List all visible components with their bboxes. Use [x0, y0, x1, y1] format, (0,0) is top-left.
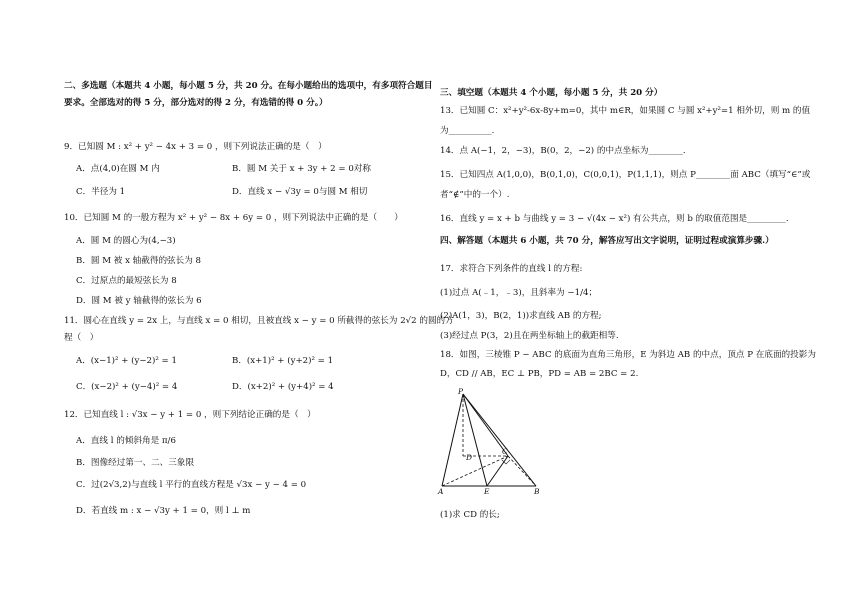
- q9-option-a: A．点(4,0)在圆 M 内: [76, 164, 160, 174]
- q12-option-a: A．直线 l 的倾斜角是 π/6: [76, 436, 176, 446]
- q9-option-b: B．圆 M 关于 x + 3y + 2 = 0对称: [232, 164, 371, 174]
- q17-stem: 17．求符合下列条件的直线 l 的方程:: [440, 264, 583, 274]
- q12-option-c: C．过(2√3,2)与直线 l 平行的直线方程是 √3x − y − 4 = 0: [76, 480, 307, 490]
- section-2-heading-line2: 要求。全部选对的得 5 分，部分选对的得 2 分，有选错的得 0 分。）: [64, 98, 328, 108]
- q13-line1: 13．已知圆 C：x²+y²-6x-8y+m=0，其中 m∈R，如果圆 C 与圆 x²+y²=1 相外切，则 m 的值: [440, 106, 811, 116]
- edge-pa: [442, 394, 463, 486]
- q17-part3: (3)经过点 P(3，2)且在两坐标轴上的截距相等.: [440, 331, 619, 341]
- q17-part2: (2)A(1，3)，B(2，1))求直线 AB 的方程;: [440, 311, 602, 321]
- label-b: B: [534, 487, 540, 496]
- section-2-heading-line1: 二、多选题（本题共 4 小题，每小题 5 分，共 20 分。在每小题给出的选项中，有多项符合题目: [64, 81, 433, 91]
- q11-option-c: C．(x−2)² + (y−4)² = 4: [76, 382, 178, 392]
- q11-option-d: D．(x+2)² + (y+4)² = 4: [232, 382, 334, 392]
- q12-option-d: D．若直线 m : x − √3y + 1 = 0，则 l ⊥ m: [76, 506, 251, 516]
- q17-part1: (1)过点 A(﹣1，﹣3)，且斜率为 −1/4；: [440, 288, 598, 298]
- label-e: E: [484, 487, 490, 496]
- label-c: C: [502, 447, 508, 456]
- q15-line1: 15．已知四点 A(1,0,0)，B(0,1,0)，C(0,0,1)，P(1,1,1)，则点 P________面 ABC（填写“∈”或: [440, 170, 811, 180]
- q16: 16．直线 y = x + b 与曲线 y = 3 − √(4x − x²) 有公共点，则 b 的取值范围是_________.: [440, 214, 789, 224]
- q12-option-b: B．图像经过第一、二、三象限: [76, 458, 195, 468]
- edge-pe: [463, 394, 487, 486]
- q11-option-b: B．(x+1)² + (y+2)² = 1: [232, 356, 334, 366]
- q18-sub1: (1)求 CD 的长;: [440, 510, 500, 520]
- q13-line2: 为__________.: [440, 126, 495, 136]
- label-d: D: [466, 453, 473, 462]
- q10-option-d: D．圆 M 被 y 轴截得的弦长为 6: [76, 296, 202, 306]
- q9-option-d: D．直线 x − √3y = 0与圆 M 相切: [232, 187, 368, 197]
- q11-stem-line2: 程（ ）: [64, 333, 99, 343]
- q12-stem: 12．已知直线 l : √3x − y + 1 = 0 ，则下列结论正确的是（ ）: [64, 410, 316, 420]
- q14: 14．点 A(−1，2，−3)，B(0，2，−2) 的中点坐标为________.: [440, 146, 686, 156]
- q18-line1: 18．如图，三棱锥 P − ABC 的底面为直角三角形，E 为斜边 AB 的中点，顶点 P 在底面的投影为: [440, 350, 816, 360]
- q18-line2: D，CD // AB，EC ⊥ PB，PD = AB = 2BC = 2.: [440, 369, 639, 379]
- edge-pb: [463, 394, 536, 486]
- q11-option-a: A．(x−1)² + (y−2)² = 1: [76, 356, 177, 366]
- q15-line2: 者“∉”中的一个）.: [440, 190, 510, 200]
- section-4-heading: 四、解答题（本题共 6 小题，共 70 分，解答应写出文字说明，证明过程或演算步骤.）: [440, 236, 774, 246]
- pyramid-figure: [430, 386, 550, 498]
- q9-stem: 9．已知圆 M : x² + y² − 4x + 3 = 0 ，则下列说法正确的是（ ）: [64, 142, 327, 152]
- q10-stem: 10．已知圆 M 的一般方程为 x² + y² − 8x + 6y = 0 ，则下列说法中正确的是（ ）: [64, 213, 403, 223]
- label-p: P: [458, 387, 464, 396]
- label-a: A: [438, 487, 444, 496]
- q9-option-c: C．半径为 1: [76, 187, 126, 197]
- q10-option-a: A．圆 M 的圆心为(4,−3): [76, 236, 176, 246]
- q10-option-b: B．圆 M 被 x 轴截得的弦长为 8: [76, 256, 202, 266]
- q10-option-c: C．过原点的最短弦长为 8: [76, 276, 177, 286]
- section-3-heading: 三、填空题（本题共 4 个小题，每小题 5 分，共 20 分）: [440, 88, 663, 98]
- q11-stem-line1: 11．圆心在直线 y = 2x 上，与直线 x = 0 相切，且被直线 x − y = 0 所截得的弦长为 2√2 的圆的方: [64, 316, 454, 326]
